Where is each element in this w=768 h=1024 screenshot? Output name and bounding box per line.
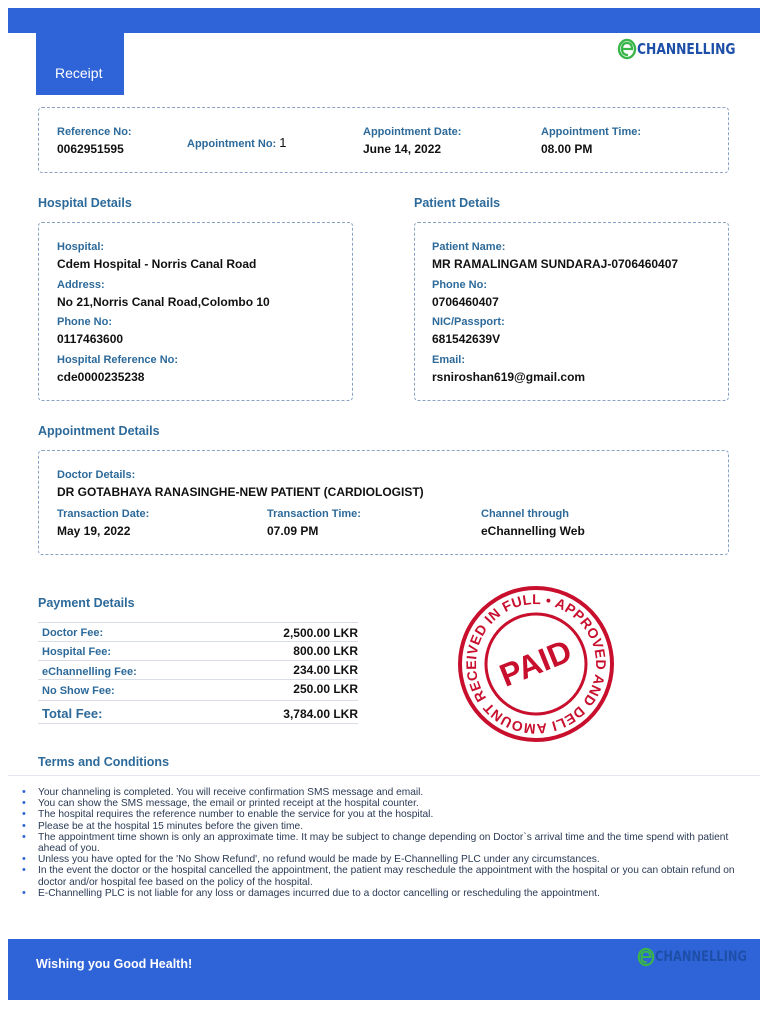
fee-label-no-show: No Show Fee: (42, 685, 115, 697)
appointment-details-box (38, 450, 729, 555)
terms-item: • In the event the doctor or the hospital cancelled the appointment, the patient may reschedule the appointment with the hospital or you can obtain refund on doctor and/or hospital fee based on the policy of the hospital. (22, 865, 742, 887)
stamp-ring-text: AMOUNT RECEIVED IN FULL • APPROVED AND DELIVERED (462, 590, 610, 738)
fee-divider (38, 723, 358, 724)
fee-label-hospital: Hospital Fee: (42, 646, 112, 658)
footer-logo-mark-icon (637, 947, 655, 967)
hospital-reference-value: cde0000235238 (57, 370, 145, 384)
terms-title: Terms and Conditions (38, 755, 170, 769)
reference-box (38, 107, 729, 173)
transaction-time-label: Transaction Time: (267, 508, 361, 520)
patient-nic-value: 681542639V (432, 332, 501, 346)
terms-divider (8, 775, 760, 776)
appointment-date-value: June 14, 2022 (363, 142, 442, 156)
reference-no-value: 0062951595 (57, 142, 124, 156)
fee-value-no-show: 250.00 LKR (293, 682, 358, 696)
total-fee-label: Total Fee: (42, 706, 103, 721)
patient-email-label: Email: (432, 354, 466, 366)
patient-name-label: Patient Name: (432, 241, 506, 253)
transaction-date-value: May 19, 2022 (57, 524, 131, 538)
fee-label-doctor: Doctor Fee: (42, 627, 104, 639)
hospital-address-label: Address: (57, 279, 105, 291)
fee-divider (38, 679, 358, 680)
fee-divider (38, 622, 358, 623)
terms-item: • Please be at the hospital 15 minutes before the given time. (22, 821, 742, 832)
hospital-phone-value: 0117463600 (57, 332, 124, 346)
appointment-time-value: 08.00 PM (541, 142, 593, 156)
patient-email-value: rsniroshan619@gmail.com (432, 370, 586, 384)
fee-value-echannelling: 234.00 LKR (293, 663, 358, 677)
footer-echannelling-logo (637, 947, 767, 967)
hospital-value: Cdem Hospital - Norris Canal Road (57, 257, 257, 271)
appointment-time-label: Appointment Time: (541, 126, 642, 138)
echannelling-logo (617, 38, 757, 60)
hospital-label: Hospital: (57, 241, 105, 253)
appointment-no-label-text: Appointment No: (187, 138, 277, 150)
footer-message: Wishing you Good Health! (36, 957, 193, 971)
stamp-paid-text: PAID (494, 632, 577, 694)
terms-item: • Unless you have opted for the 'No Show Refund', no refund would be made by E-Channelling PLC under any circumstances. (22, 854, 742, 865)
appointment-details-title: Appointment Details (38, 424, 160, 438)
doctor-details-label: Doctor Details: (57, 469, 136, 481)
fee-label-echannelling: eChannelling Fee: (42, 666, 137, 678)
patient-name-value: MR RAMALINGAM SUNDARAJ-0706460407 (432, 257, 679, 271)
fee-divider (38, 700, 358, 701)
channel-through-value: eChannelling Web (481, 524, 585, 538)
patient-phone-label: Phone No: (432, 279, 487, 291)
terms-item: • The hospital requires the reference number to enable the service for you at the hospital. (22, 809, 742, 820)
footer-logo-text: CHANNELLING (655, 949, 747, 965)
terms-item: • You can show the SMS message, the email or printed receipt at the hospital counter. (22, 798, 742, 809)
patient-phone-value: 0706460407 (432, 295, 499, 309)
fee-divider (38, 660, 358, 661)
hospital-reference-label: Hospital Reference No: (57, 354, 179, 366)
payment-details-title: Payment Details (38, 596, 135, 610)
hospital-phone-label: Phone No: (57, 316, 112, 328)
fee-value-doctor: 2,500.00 LKR (283, 626, 358, 640)
fee-divider (38, 641, 358, 642)
terms-item: • The appointment time shown is only an approximate time. It may be subject to change depending on Doctor`s arrival time and the time spend with patient ahead of you. (22, 832, 742, 854)
transaction-date-label: Transaction Date: (57, 508, 150, 520)
reference-no-label: Reference No: (57, 126, 132, 138)
echannelling-logo-mark-icon (617, 38, 637, 60)
patient-nic-label: NIC/Passport: (432, 316, 505, 328)
receipt-tab (36, 33, 124, 95)
hospital-address-value: No 21,Norris Canal Road,Colombo 10 (57, 295, 270, 309)
terms-item: • E-Channelling PLC is not liable for any loss or damages incurred due to a doctor cancelling or rescheduling the appointment. (22, 888, 742, 899)
appointment-no-value: 1 (279, 135, 287, 150)
paid-stamp (456, 584, 616, 744)
terms-item: • Your channeling is completed. You will receive confirmation SMS message and email. (22, 787, 742, 798)
appointment-no-label (187, 135, 287, 150)
patient-details-title: Patient Details (414, 196, 501, 210)
total-fee-value: 3,784.00 LKR (283, 707, 358, 721)
doctor-details-value: DR GOTABHAYA RANASINGHE-NEW PATIENT (CARDIOLOGIST) (57, 485, 424, 499)
appointment-date-label: Appointment Date: (363, 126, 462, 138)
terms-list (22, 787, 742, 899)
receipt-tab-label: Receipt (55, 65, 103, 81)
hospital-details-title: Hospital Details (38, 196, 132, 210)
transaction-time-value: 07.09 PM (267, 524, 319, 538)
header-bar (8, 8, 760, 33)
echannelling-logo-text: CHANNELLING (637, 40, 736, 58)
fee-value-hospital: 800.00 LKR (293, 644, 358, 658)
channel-through-label: Channel through (481, 508, 569, 520)
